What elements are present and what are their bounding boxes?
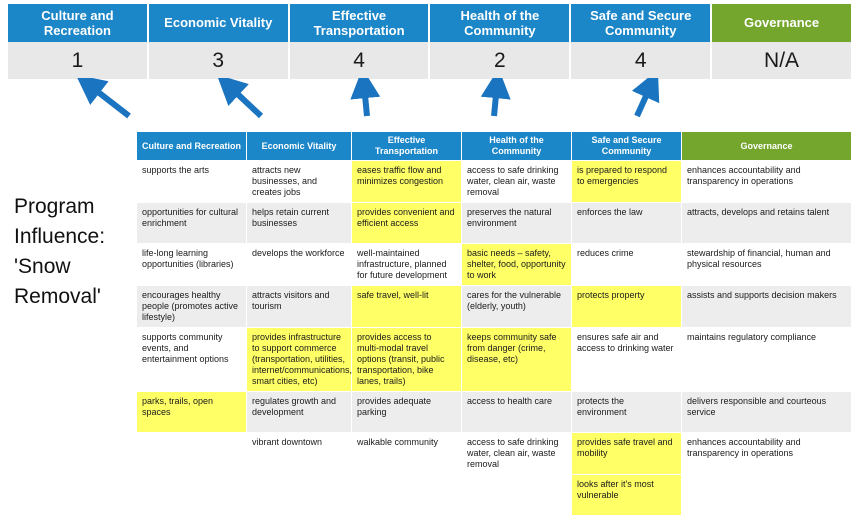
matrix-cell: keeps community safe from danger (crime, disease, etc) — [462, 328, 572, 392]
matrix-cell — [462, 475, 572, 516]
matrix-row — [137, 244, 852, 286]
goal-score-culture-and-recreation: 1 — [8, 42, 149, 79]
matrix-cell: maintains regulatory compliance — [682, 328, 852, 392]
matrix-header-safe-and-secure-community: Safe and Secure Community — [572, 132, 682, 161]
matrix-cell — [137, 475, 247, 516]
matrix-cell: preserves the natural environment — [462, 203, 572, 244]
goal-header-effective-transportation: Effective Transportation — [290, 4, 431, 42]
matrix-cell: protects property — [572, 286, 682, 328]
matrix-row — [137, 286, 852, 328]
goal-score-row — [8, 42, 851, 79]
matrix-cell: provides convenient and efficient access — [352, 203, 462, 244]
arrow-icon-effective-transportation — [364, 85, 367, 116]
arrow-icon-health-of-the-community — [494, 85, 497, 116]
matrix-cell: protects the environment — [572, 392, 682, 433]
matrix-cell: walkable community — [352, 433, 462, 475]
goal-score-governance: N/A — [712, 42, 851, 79]
goal-score-safe-and-secure-community: 4 — [571, 42, 712, 79]
matrix-cell: enhances accountability and transparency in operations — [682, 433, 852, 475]
matrix-row — [137, 433, 852, 475]
matrix-cell — [682, 475, 852, 516]
goal-header-culture-and-recreation: Culture and Recreation — [8, 4, 149, 42]
matrix-cell: well-maintained infrastructure, planned for future development — [352, 244, 462, 286]
matrix-cell: regulates growth and development — [247, 392, 352, 433]
matrix-cell: vibrant downtown — [247, 433, 352, 475]
matrix-cell: access to safe drinking water, clean air, waste removal — [462, 161, 572, 203]
goal-header-health-of-the-community: Health of the Community — [430, 4, 571, 42]
arrow-icon-safe-and-secure-community — [637, 85, 651, 116]
goal-score-health-of-the-community: 2 — [430, 42, 571, 79]
matrix-cell: enhances accountability and transparency in operations — [682, 161, 852, 203]
matrix-cell: provides adequate parking — [352, 392, 462, 433]
matrix-header-health-of-the-community: Health of the Community — [462, 132, 572, 161]
matrix-cell: life-long learning opportunities (libraries) — [137, 244, 247, 286]
matrix-cell: ensures safe air and access to drinking water — [572, 328, 682, 392]
matrix-cell: develops the workforce — [247, 244, 352, 286]
matrix-cell: encourages healthy people (promotes active lifestyle) — [137, 286, 247, 328]
matrix-row — [137, 161, 852, 203]
matrix-cell: provides infrastructure to support commerce (transportation, utilities, internet/communications, smart cities, etc) — [247, 328, 352, 392]
goal-score-effective-transportation: 4 — [290, 42, 431, 79]
goal-header-row — [8, 4, 851, 42]
matrix-row — [137, 475, 852, 516]
arrow-icon-culture-and-recreation — [89, 85, 129, 116]
goal-attribute-matrix — [136, 131, 852, 516]
matrix-cell: attracts new businesses, and creates jobs — [247, 161, 352, 203]
arrow-icon-economic-vitality — [229, 86, 261, 116]
goal-header-safe-and-secure-community: Safe and Secure Community — [571, 4, 712, 42]
matrix-cell: enforces the law — [572, 203, 682, 244]
matrix-cell: supports the arts — [137, 161, 247, 203]
matrix-cell: is prepared to respond to emergencies — [572, 161, 682, 203]
goal-summary-bar — [8, 4, 851, 79]
matrix-cell: access to safe drinking water, clean air, waste removal — [462, 433, 572, 475]
matrix-cell: opportunities for cultural enrichment — [137, 203, 247, 244]
matrix-row — [137, 203, 852, 244]
matrix-cell: looks after it's most vulnerable — [572, 475, 682, 516]
matrix-cell: helps retain current businesses — [247, 203, 352, 244]
matrix-row — [137, 328, 852, 392]
program-influence-label: Program Influence: 'Snow Removal' — [14, 195, 106, 308]
matrix-cell: attracts, develops and retains talent — [682, 203, 852, 244]
matrix-header-economic-vitality: Economic Vitality — [247, 132, 352, 161]
matrix-cell: attracts visitors and tourism — [247, 286, 352, 328]
matrix-row — [137, 392, 852, 433]
matrix-cell: safe travel, well-lit — [352, 286, 462, 328]
matrix-cell — [247, 475, 352, 516]
matrix-cell: parks, trails, open spaces — [137, 392, 247, 433]
matrix-cell: stewardship of financial, human and physical resources — [682, 244, 852, 286]
matrix-cell: access to health care — [462, 392, 572, 433]
matrix-cell — [137, 433, 247, 475]
matrix-cell: cares for the vulnerable (elderly, youth) — [462, 286, 572, 328]
matrix-cell: assists and supports decision makers — [682, 286, 852, 328]
goal-header-economic-vitality: Economic Vitality — [149, 4, 290, 42]
matrix-header-governance: Governance — [682, 132, 852, 161]
matrix-cell: supports community events, and entertainment options — [137, 328, 247, 392]
matrix-cell: eases traffic flow and minimizes congestion — [352, 161, 462, 203]
matrix-header-effective-transportation: Effective Transportation — [352, 132, 462, 161]
matrix-cell: reduces crime — [572, 244, 682, 286]
matrix-cell: basic needs – safety, shelter, food, opportunity to work — [462, 244, 572, 286]
matrix-header-culture-and-recreation: Culture and Recreation — [137, 132, 247, 161]
matrix-cell: provides access to multi-modal travel options (transit, public transportation, bike lanes, trails) — [352, 328, 462, 392]
matrix-cell — [352, 475, 462, 516]
matrix-header-row — [137, 132, 852, 161]
arrow-group — [0, 78, 859, 130]
matrix-cell: delivers responsible and courteous service — [682, 392, 852, 433]
goal-header-governance: Governance — [712, 4, 851, 42]
goal-score-economic-vitality: 3 — [149, 42, 290, 79]
matrix-cell: provides safe travel and mobility — [572, 433, 682, 475]
